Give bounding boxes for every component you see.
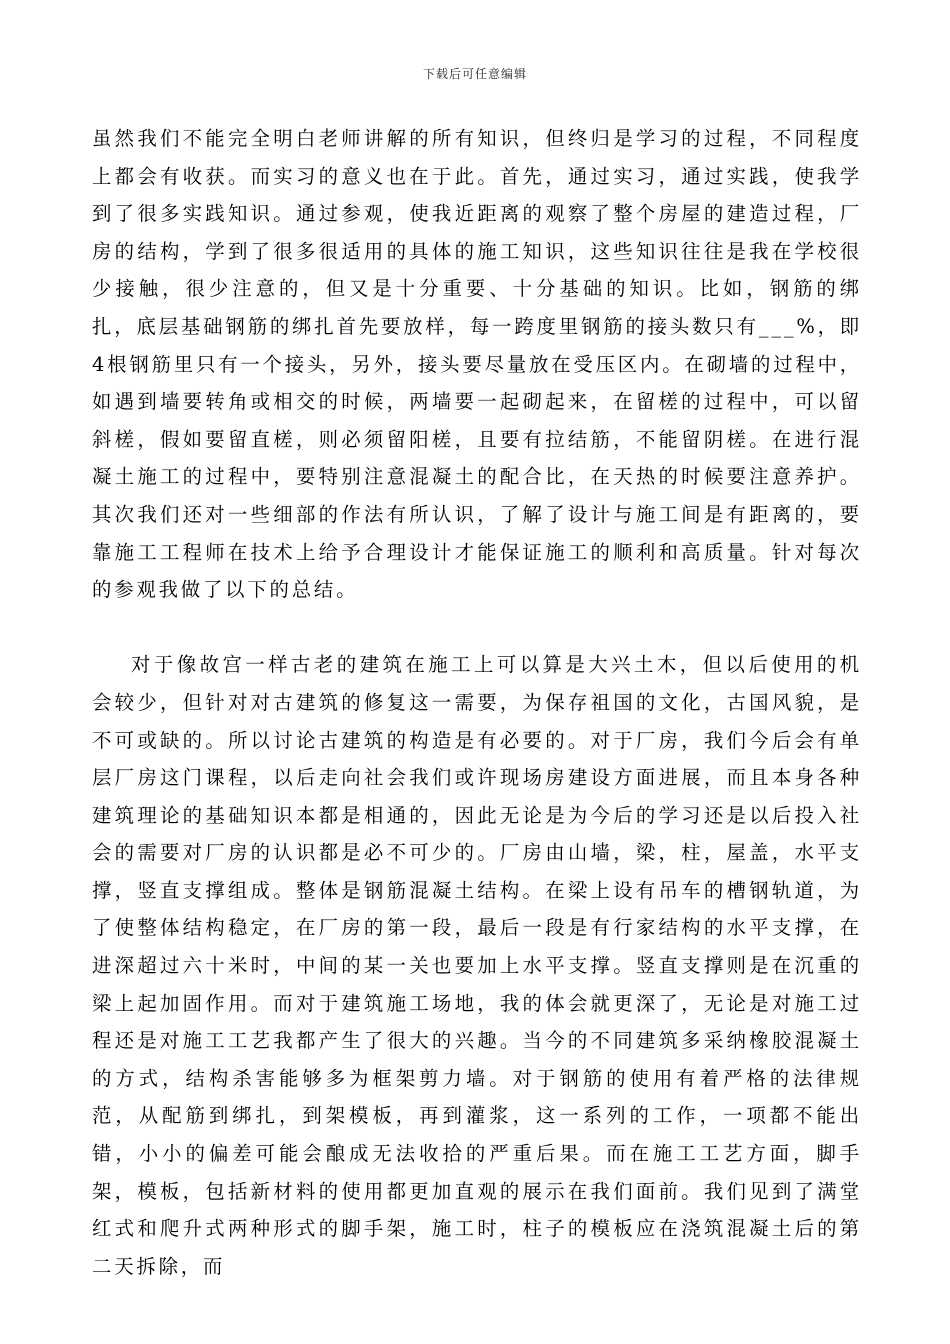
paragraph-1: 虽然我们不能完全明白老师讲解的所有知识，但终归是学习的过程，不同程度上都会有收获。而实习的意义也在于此。首先，通过实习，通过实践，使我学到了很多实践知识。通过参观，使我近距离的观察了整个房屋的建造过程，厂房的结构，学到了很多很适用的具体的施工知识，这些知识往往是我在学校很少接触，很少注意的，但又是十分重要、十分基础的知识。比如，钢筋的绑扎，底层基础钢筋的绑扎首先要放样，每一跨度里钢筋的接头数只有___%，即4根钢筋里只有一个接头，另外，接头要尽量放在受压区内。在砌墙的过程中，如遇到墙要转角或相交的时候，两墙要一起砌起来，在留槎的过程中，可以留斜槎，假如要留直槎，则必须留阳槎，且要有拉结筋，不能留阴槎。在进行混凝土施工的过程中，要特别注意混凝土的配合比，在天热的时候要注意养护。其次我们还对一些细部的作法有所认识，了解了设计与施工间是有距离的，要靠施工工程师在技术上给予合理设计才能保证施工的顺利和高质量。针对每次的参观我做了以下的总结。 [92,127,862,602]
document-body [92,120,862,1285]
page-header: 下载后可任意编辑 [422,67,527,81]
paragraph-2: 对于像故宫一样古老的建筑在施工上可以算是大兴土木，但以后使用的机会较少，但针对对古建筑的修复这一需要，为保存祖国的文化，古国风貌，是不可或缺的。所以讨论古建筑的构造是有必要的。对于厂房，我们今后会有单层厂房这门课程，以后走向社会我们或许现场房建设方面进展，而且本身各种建筑理论的基础知识本都是相通的，因此无论是为今后的学习还是以后投入社会的需要对厂房的认识都是必不可少的。厂房由山墙，梁，柱，屋盖，水平支撑，竖直支撑组成。整体是钢筋混凝土结构。在梁上设有吊车的槽钢轨道，为了使整体结构稳定，在厂房的第一段，最后一段是有行家结构的水平支撑，在进深超过六十米时，中间的某一关也要加上水平支撑。竖直支撑则是在沉重的梁上起加固作用。而对于建筑施工场地，我的体会就更深了，无论是对施工过程还是对施工工艺我都产生了很大的兴趣。当今的不同建筑多采纳橡胶混凝土的方式，结构杀害能够多为框架剪力墙。对于钢筋的使用有着严格的法律规范，从配筋到绑扎，到架模板，再到灌浆，这一系列的工作，一项都不能出错，小小的偏差可能会酿成无法收拾的严重后果。而在施工工艺方面，脚手架，模板，包括新材料的使用都更加直观的展示在我们面前。我们见到了满堂红式和爬升式两种形式的脚手架，施工时，柱子的模板应在浇筑混凝土后的第二天拆除，而 [92,653,862,1278]
